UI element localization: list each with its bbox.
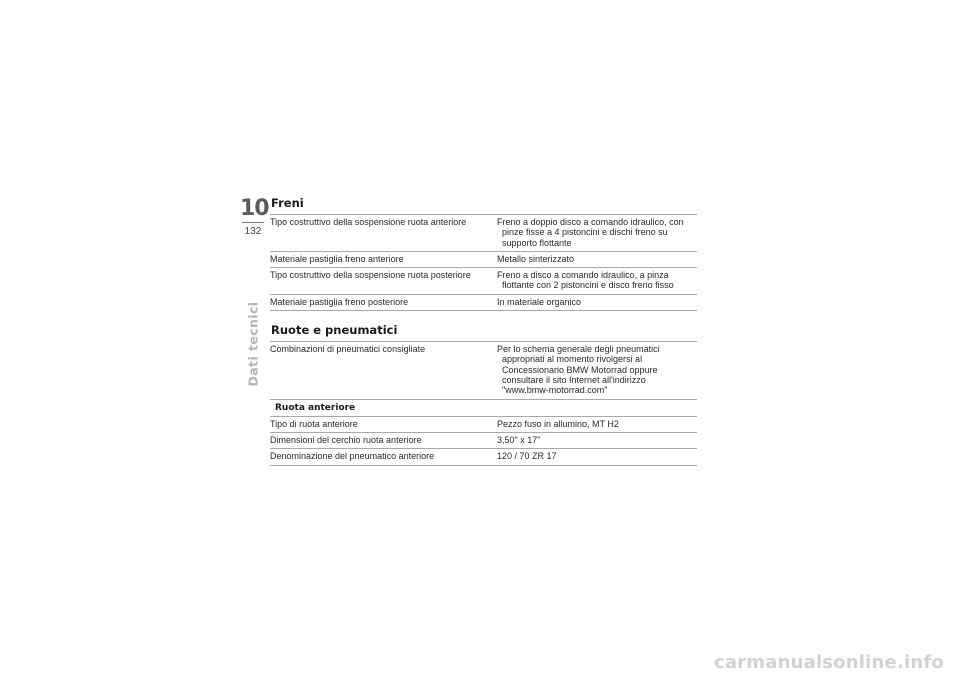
chapter-title-vertical: Dati tecnici	[245, 301, 261, 387]
table-row	[270, 342, 697, 399]
row-value: 120 / 70 ZR 17	[497, 451, 557, 462]
freni-table	[270, 214, 697, 311]
row-label: Materiale pastiglia freno anteriore	[270, 253, 404, 264]
row-value: 3,50" x 17"	[497, 435, 541, 446]
row-value: Metallo sinterizzato	[497, 253, 575, 264]
page-content	[270, 196, 697, 466]
watermark: carmanualsonline.info	[713, 652, 944, 673]
table-row	[270, 215, 697, 252]
chapter-divider	[242, 222, 264, 223]
row-value: Pezzo fuso in allumino, MT H2	[497, 418, 619, 429]
table-row	[270, 433, 697, 449]
table-row	[270, 416, 697, 432]
row-label: Tipo costruttivo della sospensione ruota anteriore	[270, 217, 467, 227]
table-row	[270, 268, 697, 295]
table-row	[270, 449, 697, 465]
row-label: Materiale pastiglia freno posteriore	[270, 296, 409, 307]
section-title-freni: Freni	[271, 196, 304, 210]
subheading-ruota-anteriore: Ruota anteriore	[275, 402, 356, 413]
row-label: Dimensioni del cerchio ruota anteriore	[270, 435, 422, 446]
ruote-table	[270, 341, 697, 466]
row-value: Freno a disco a comando idraulico, a pinza flottante con 2 pistoncini e disco freno fisso	[497, 270, 674, 291]
row-value: In materiale organico	[497, 296, 582, 307]
subheading-row	[270, 399, 697, 416]
row-value: Per lo schema generale degli pneumatici appropriati al momento rivolgersi al Concessionario BMW Motorrad oppure consultare il sito Internet all'indirizzo "www.bmw-motorrad.com"	[497, 344, 660, 396]
row-label: Combinazioni di pneumatici consigliate	[270, 344, 426, 355]
table-row	[270, 294, 697, 310]
chapter-number: 10	[240, 196, 269, 221]
row-label: Denominazione del pneumatico anteriore	[270, 451, 435, 462]
section-title-ruote: Ruote e pneumatici	[271, 323, 398, 338]
row-label: Tipo costruttivo della sospensione ruota posteriore	[270, 270, 471, 281]
page-number: 132	[244, 226, 262, 237]
row-value: Freno a doppio disco a comando idraulico, con pinze fisse a 4 pistoncini e dischi freno su supporto flottante	[497, 217, 684, 248]
row-label: Tipo di ruota anteriore	[270, 418, 358, 429]
table-row	[270, 251, 697, 267]
